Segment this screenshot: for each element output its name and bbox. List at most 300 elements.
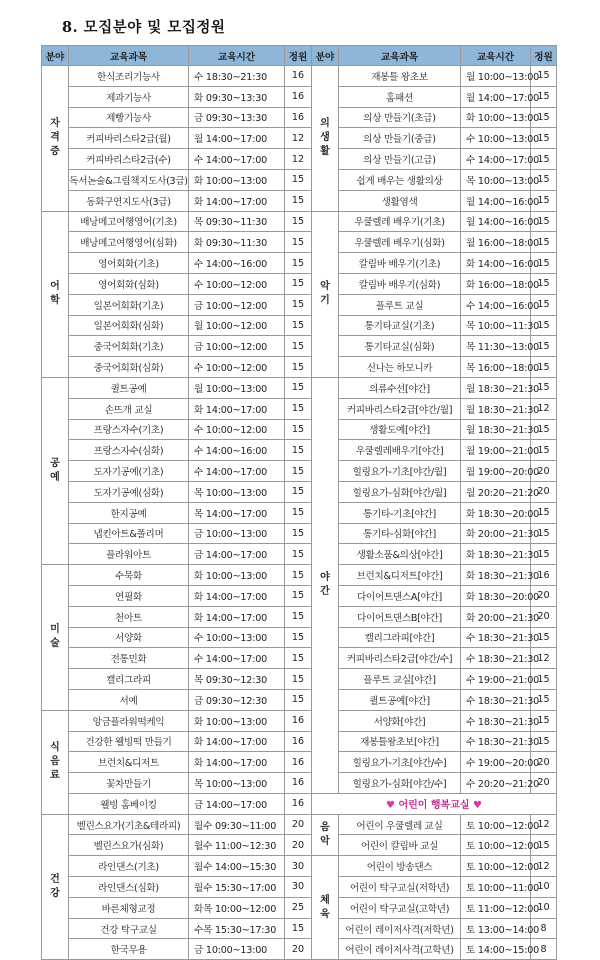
- course-capacity: 10: [531, 897, 557, 918]
- course-name: 생활도예[야간]: [339, 419, 461, 440]
- table-row: [42, 253, 557, 274]
- table-row: [42, 544, 557, 565]
- header-time-left: 교육시간: [189, 46, 285, 66]
- course-capacity: 16: [285, 107, 312, 128]
- course-time: 화 20:00~21:30: [461, 606, 531, 627]
- category-char: 건: [50, 873, 60, 885]
- category-cell: [312, 814, 339, 856]
- course-time: 화 10:00~13:00: [189, 169, 285, 190]
- course-name: 커피바리스타2급[야간/수]: [339, 648, 461, 669]
- category-char: 활: [320, 146, 330, 158]
- course-name: 우쿨렐레배우기[야간]: [339, 440, 461, 461]
- course-name: 캘리그라피[야간]: [339, 627, 461, 648]
- table-row: [42, 793, 557, 814]
- course-time: 화 18:30~21:30: [461, 544, 531, 565]
- course-name: 독서논술&그림책지도사(3급): [69, 169, 189, 190]
- course-capacity: 15: [285, 440, 312, 461]
- course-name: 재봉틀왕초보[야간]: [339, 731, 461, 752]
- header-course-left: 교육과목: [69, 46, 189, 66]
- course-time: 수 14:00~16:00: [189, 440, 285, 461]
- course-capacity: 15: [531, 502, 557, 523]
- course-capacity: 15: [285, 481, 312, 502]
- course-time: 목 10:00~11:30: [461, 315, 531, 336]
- course-name: 영어회화(심화): [69, 273, 189, 294]
- course-capacity: 16: [285, 793, 312, 814]
- course-capacity: 15: [285, 669, 312, 690]
- course-capacity: 15: [285, 357, 312, 378]
- course-name: 의상 만들기(고급): [339, 149, 461, 170]
- course-capacity: 15: [531, 377, 557, 398]
- table-row: [42, 918, 557, 939]
- course-capacity: 20: [531, 461, 557, 482]
- course-capacity: 15: [285, 211, 312, 232]
- table-row: [42, 190, 557, 211]
- course-capacity: 15: [285, 523, 312, 544]
- course-capacity: 10: [531, 877, 557, 898]
- course-time: 목 14:00~17:00: [189, 502, 285, 523]
- course-capacity: 15: [531, 523, 557, 544]
- course-time: 월 19:00~21:00: [461, 440, 531, 461]
- page-title: 8. 모집분야 및 모집정원: [62, 19, 226, 36]
- course-name: 브런치&디저트: [69, 752, 189, 773]
- category-char: 료: [50, 770, 60, 782]
- course-time: 화 14:00~16:00: [461, 253, 531, 274]
- table-row: [42, 731, 557, 752]
- course-time: 화 14:00~17:00: [189, 585, 285, 606]
- course-name: 벨린스요가(심화): [69, 835, 189, 856]
- category-char: 음: [50, 756, 60, 768]
- course-time: 목 11:30~13:00: [461, 336, 531, 357]
- course-name: 어린이 탁구교실(저학년): [339, 877, 461, 898]
- course-capacity: 15: [285, 315, 312, 336]
- course-name: 일본어회화(심화): [69, 315, 189, 336]
- course-capacity: 15: [285, 544, 312, 565]
- course-capacity: 15: [531, 66, 557, 87]
- course-time: 목 09:30~12:30: [189, 669, 285, 690]
- course-time: 토 10:00~12:00: [461, 835, 531, 856]
- course-capacity: 30: [285, 856, 312, 877]
- course-name: 천아트: [69, 606, 189, 627]
- course-time: 수 18:30~21:30: [461, 648, 531, 669]
- course-name: 우쿨렐레 배우기(심화): [339, 232, 461, 253]
- category-char: 자: [50, 118, 60, 130]
- course-name: 우쿨렐레 배우기(기초): [339, 211, 461, 232]
- course-capacity: 15: [531, 627, 557, 648]
- course-capacity: 15: [531, 689, 557, 710]
- course-capacity: 15: [531, 357, 557, 378]
- course-time: 월 10:00~13:00: [461, 66, 531, 87]
- course-name: 벨린스요가(기초&테라피): [69, 814, 189, 835]
- course-capacity: 15: [531, 294, 557, 315]
- course-name: 한국무용: [69, 939, 189, 960]
- course-name: 힐링요가-심화[야간/월]: [339, 481, 461, 502]
- course-time: 화 10:00~13:00: [189, 565, 285, 586]
- kids-banner-text: 어린이 행복교실: [398, 800, 470, 812]
- category-cell: [42, 66, 69, 212]
- course-capacity: 15: [285, 502, 312, 523]
- course-capacity: 16: [285, 86, 312, 107]
- course-capacity: 15: [531, 669, 557, 690]
- course-time: 수 10:00~13:00: [461, 128, 531, 149]
- table-row: [42, 897, 557, 918]
- course-capacity: 12: [531, 814, 557, 835]
- course-capacity: 15: [531, 544, 557, 565]
- course-name: 통기타교실(기초): [339, 315, 461, 336]
- course-name: 힐링요가-기초[야간/수]: [339, 752, 461, 773]
- table-body: [42, 66, 557, 960]
- table-row: [42, 336, 557, 357]
- course-capacity: 15: [531, 336, 557, 357]
- course-capacity: 16: [285, 752, 312, 773]
- course-capacity: 15: [285, 419, 312, 440]
- course-time: 월수 15:30~17:00: [189, 877, 285, 898]
- course-time: 화 09:30~13:30: [189, 86, 285, 107]
- course-name: 바른체형교정: [69, 897, 189, 918]
- course-capacity: 15: [285, 461, 312, 482]
- table-row: [42, 856, 557, 877]
- course-time: 화 18:30~20:00: [461, 502, 531, 523]
- course-capacity: 15: [531, 419, 557, 440]
- category-char: 육: [320, 908, 330, 920]
- course-name: 어린이 탁구교실(고학년): [339, 897, 461, 918]
- course-capacity: 15: [285, 918, 312, 939]
- course-time: 수 18:30~21:30: [461, 689, 531, 710]
- course-capacity: 12: [531, 648, 557, 669]
- table-row: [42, 128, 557, 149]
- category-cell: [312, 211, 339, 377]
- course-time: 월 18:30~21:30: [461, 377, 531, 398]
- course-time: 수 19:00~20:00: [461, 752, 531, 773]
- course-time: 금 09:30~12:30: [189, 689, 285, 710]
- course-time: 목 16:00~18:00: [461, 357, 531, 378]
- course-name: 다이어트댄스B[야간]: [339, 606, 461, 627]
- table-row: [42, 773, 557, 794]
- course-time: 토 10:00~12:00: [461, 856, 531, 877]
- course-time: 토 14:00~15:00: [461, 939, 531, 960]
- course-time: 토 10:00~11:00: [461, 877, 531, 898]
- course-time: 수 18:30~21:30: [461, 710, 531, 731]
- course-name: 힐링요가-심화[야간/수]: [339, 773, 461, 794]
- course-time: 월 14:00~16:00: [461, 211, 531, 232]
- course-name: 연필화: [69, 585, 189, 606]
- table-row: [42, 502, 557, 523]
- course-time: 월 18:30~21:30: [461, 419, 531, 440]
- course-name: 통기타-기초[야간]: [339, 502, 461, 523]
- course-name: 배낭메고여행영어(심화): [69, 232, 189, 253]
- course-capacity: 20: [285, 814, 312, 835]
- course-capacity: 15: [531, 169, 557, 190]
- category-cell: [312, 377, 339, 793]
- course-name: 힐링요가-기초[야간/월]: [339, 461, 461, 482]
- category-cell: [312, 66, 339, 212]
- course-name: 쉽게 배우는 생활의상: [339, 169, 461, 190]
- course-name: 건강한 웰빙떡 만들기: [69, 731, 189, 752]
- table-row: [42, 273, 557, 294]
- course-capacity: 15: [285, 565, 312, 586]
- category-cell: [42, 565, 69, 711]
- course-time: 수 18:30~21:30: [461, 627, 531, 648]
- course-capacity: 15: [285, 689, 312, 710]
- course-name: 커피바리스타2급(수): [69, 149, 189, 170]
- course-time: 금 09:30~13:30: [189, 107, 285, 128]
- course-time: 수 19:00~21:00: [461, 669, 531, 690]
- course-capacity: 15: [531, 107, 557, 128]
- course-capacity: 15: [285, 169, 312, 190]
- category-char: 격: [50, 132, 60, 144]
- category-cell: [42, 211, 69, 377]
- table-row: [42, 461, 557, 482]
- table-row: [42, 752, 557, 773]
- course-name: 배낭메고여행영어(기초): [69, 211, 189, 232]
- course-name: 프랑스자수(심화): [69, 440, 189, 461]
- category-char: 야: [320, 572, 330, 584]
- table-row: [42, 419, 557, 440]
- course-capacity: 15: [531, 835, 557, 856]
- course-name: 의류수선[야간]: [339, 377, 461, 398]
- course-name: 신나는 하모니카: [339, 357, 461, 378]
- course-time: 금 10:00~13:00: [189, 939, 285, 960]
- course-time: 화 14:00~17:00: [189, 190, 285, 211]
- course-time: 화 16:00~18:00: [461, 273, 531, 294]
- heart-icon: ♥: [385, 800, 395, 812]
- category-char: 미: [50, 624, 60, 636]
- course-table: [41, 45, 557, 960]
- course-name: 브런치&디저트[야간]: [339, 565, 461, 586]
- course-name: 홈패션: [339, 86, 461, 107]
- course-time: 목 10:00~13:00: [189, 773, 285, 794]
- course-capacity: 12: [285, 149, 312, 170]
- kids-banner: [312, 793, 557, 814]
- course-time: 토 13:00~14:00: [461, 918, 531, 939]
- course-time: 목 09:30~11:30: [189, 211, 285, 232]
- course-capacity: 15: [285, 190, 312, 211]
- course-name: 앙금플라워떡케익: [69, 710, 189, 731]
- course-time: 월 10:00~13:00: [189, 377, 285, 398]
- course-capacity: 20: [285, 939, 312, 960]
- course-time: 화목 10:00~12:00: [189, 897, 285, 918]
- course-name: 영어회화(기초): [69, 253, 189, 274]
- table-row: [42, 357, 557, 378]
- category-char: 어: [50, 281, 60, 293]
- category-char: 예: [50, 472, 60, 484]
- table-row: [42, 523, 557, 544]
- header-category-right: 분야: [312, 46, 339, 66]
- category-char: 악: [320, 835, 330, 847]
- course-capacity: 15: [531, 440, 557, 461]
- course-time: 토 10:00~12:00: [461, 814, 531, 835]
- table-row: [42, 149, 557, 170]
- course-name: 서양화[야간]: [339, 710, 461, 731]
- course-time: 수 10:00~12:00: [189, 357, 285, 378]
- course-capacity: 16: [285, 731, 312, 752]
- table-row: [42, 710, 557, 731]
- course-capacity: 8: [531, 939, 557, 960]
- table-row: [42, 627, 557, 648]
- course-name: 캘리그라피: [69, 669, 189, 690]
- course-time: 화 14:00~17:00: [189, 731, 285, 752]
- course-name: 플루트 교실[야간]: [339, 669, 461, 690]
- category-char: 생: [320, 132, 330, 144]
- table-row: [42, 169, 557, 190]
- course-name: 라인댄스(기초): [69, 856, 189, 877]
- course-capacity: 20: [531, 481, 557, 502]
- table-row: [42, 211, 557, 232]
- course-time: 토 11:00~12:00: [461, 897, 531, 918]
- course-name: 한식조리기능사: [69, 66, 189, 87]
- course-time: 수목 15:30~17:30: [189, 918, 285, 939]
- course-capacity: 15: [285, 627, 312, 648]
- course-capacity: 15: [285, 273, 312, 294]
- table-row: [42, 377, 557, 398]
- course-time: 수 14:00~17:00: [189, 648, 285, 669]
- course-capacity: 15: [531, 190, 557, 211]
- table-row: [42, 606, 557, 627]
- course-time: 월 14:00~17:00: [461, 86, 531, 107]
- table-row: [42, 86, 557, 107]
- course-capacity: 15: [285, 253, 312, 274]
- course-capacity: 15: [285, 336, 312, 357]
- course-time: 수 10:00~12:00: [189, 273, 285, 294]
- course-name: 동화구연지도사(3급): [69, 190, 189, 211]
- course-time: 수 20:20~21:20: [461, 773, 531, 794]
- course-time: 화 18:30~20:00: [461, 585, 531, 606]
- category-char: 술: [50, 638, 60, 650]
- course-name: 중국어회화(심화): [69, 357, 189, 378]
- course-name: 칼림바 배우기(심화): [339, 273, 461, 294]
- category-char: 식: [50, 742, 60, 754]
- course-name: 서양화: [69, 627, 189, 648]
- category-char: 음: [320, 821, 330, 833]
- course-name: 퀼트공예: [69, 377, 189, 398]
- heart-icon: ♥: [473, 800, 482, 812]
- table-row: [42, 877, 557, 898]
- course-name: 어린이 레이저사격(고학년): [339, 939, 461, 960]
- course-time: 수 14:00~16:00: [461, 294, 531, 315]
- course-capacity: 15: [285, 398, 312, 419]
- course-capacity: 20: [531, 752, 557, 773]
- table-row: [42, 648, 557, 669]
- course-capacity: 16: [531, 565, 557, 586]
- course-time: 수 10:00~12:00: [189, 419, 285, 440]
- course-capacity: 16: [285, 773, 312, 794]
- course-name: 커피바리스타2급(월): [69, 128, 189, 149]
- course-name: 생활염색: [339, 190, 461, 211]
- course-capacity: 15: [531, 710, 557, 731]
- course-name: 플라워아트: [69, 544, 189, 565]
- table-row: [42, 835, 557, 856]
- table-row: [42, 689, 557, 710]
- course-capacity: 12: [531, 398, 557, 419]
- course-time: 월수 09:30~11:00: [189, 814, 285, 835]
- course-time: 수 14:00~17:00: [461, 149, 531, 170]
- course-time: 월 20:20~21:20: [461, 481, 531, 502]
- course-time: 목 10:00~13:00: [189, 481, 285, 502]
- course-name: 냅킨아트&폴리머: [69, 523, 189, 544]
- course-capacity: 15: [285, 606, 312, 627]
- course-name: 생활소품&의상[야간]: [339, 544, 461, 565]
- course-capacity: 16: [285, 710, 312, 731]
- category-cell: [42, 377, 69, 564]
- course-capacity: 20: [531, 773, 557, 794]
- course-time: 목 10:00~13:00: [461, 169, 531, 190]
- course-name: 재봉틀 왕초보: [339, 66, 461, 87]
- category-char: 체: [320, 894, 330, 906]
- header-course-right: 교육과목: [339, 46, 461, 66]
- category-cell: [42, 814, 69, 960]
- course-name: 중국어회화(기초): [69, 336, 189, 357]
- course-capacity: 15: [285, 585, 312, 606]
- course-time: 화 20:00~21:30: [461, 523, 531, 544]
- course-capacity: 15: [531, 731, 557, 752]
- course-capacity: 15: [285, 648, 312, 669]
- course-capacity: 8: [531, 918, 557, 939]
- course-capacity: 25: [285, 897, 312, 918]
- course-time: 화 14:00~17:00: [189, 398, 285, 419]
- course-name: 어린이 방송댄스: [339, 856, 461, 877]
- course-name: 제빵기능사: [69, 107, 189, 128]
- course-time: 수 14:00~16:00: [189, 253, 285, 274]
- course-name: 플루트 교실: [339, 294, 461, 315]
- course-time: 수 10:00~13:00: [189, 627, 285, 648]
- table-row: [42, 294, 557, 315]
- course-name: 웰빙 홈베이킹: [69, 793, 189, 814]
- course-name: 의상 만들기(초급): [339, 107, 461, 128]
- course-time: 화 14:00~17:00: [189, 606, 285, 627]
- course-name: 다이어트댄스A[야간]: [339, 585, 461, 606]
- course-time: 월 16:00~18:00: [461, 232, 531, 253]
- course-time: 금 14:00~17:00: [189, 793, 285, 814]
- course-capacity: 15: [531, 253, 557, 274]
- table-row: [42, 585, 557, 606]
- course-name: 통기타-심화[야간]: [339, 523, 461, 544]
- course-name: 한지공예: [69, 502, 189, 523]
- header-row: [42, 46, 557, 66]
- table-row: [42, 398, 557, 419]
- course-time: 화 10:00~13:00: [461, 107, 531, 128]
- table-row: [42, 232, 557, 253]
- course-capacity: 30: [285, 877, 312, 898]
- course-capacity: 15: [531, 273, 557, 294]
- header-time-right: 교육시간: [461, 46, 531, 66]
- table-row: [42, 107, 557, 128]
- course-capacity: 15: [531, 232, 557, 253]
- table-row: [42, 565, 557, 586]
- course-time: 월 14:00~16:00: [461, 190, 531, 211]
- category-char: 기: [320, 295, 330, 307]
- course-capacity: 15: [531, 149, 557, 170]
- course-name: 프랑스자수(기초): [69, 419, 189, 440]
- table-row: [42, 939, 557, 960]
- course-time: 월 18:30~21:30: [461, 398, 531, 419]
- course-name: 의상 만들기(중급): [339, 128, 461, 149]
- course-name: 서예: [69, 689, 189, 710]
- category-char: 공: [50, 458, 60, 470]
- course-time: 화 14:00~17:00: [189, 752, 285, 773]
- course-capacity: 12: [285, 128, 312, 149]
- course-capacity: 15: [285, 294, 312, 315]
- course-capacity: 12: [531, 856, 557, 877]
- course-capacity: 20: [531, 585, 557, 606]
- course-name: 어린이 우쿨렐레 교실: [339, 814, 461, 835]
- course-time: 수 14:00~17:00: [189, 461, 285, 482]
- course-capacity: 15: [285, 377, 312, 398]
- course-name: 어린이 레이저사격(저학년): [339, 918, 461, 939]
- course-capacity: 16: [285, 66, 312, 87]
- course-capacity: 20: [531, 606, 557, 627]
- table-row: [42, 440, 557, 461]
- course-time: 금 14:00~17:00: [189, 544, 285, 565]
- table-row: [42, 66, 557, 87]
